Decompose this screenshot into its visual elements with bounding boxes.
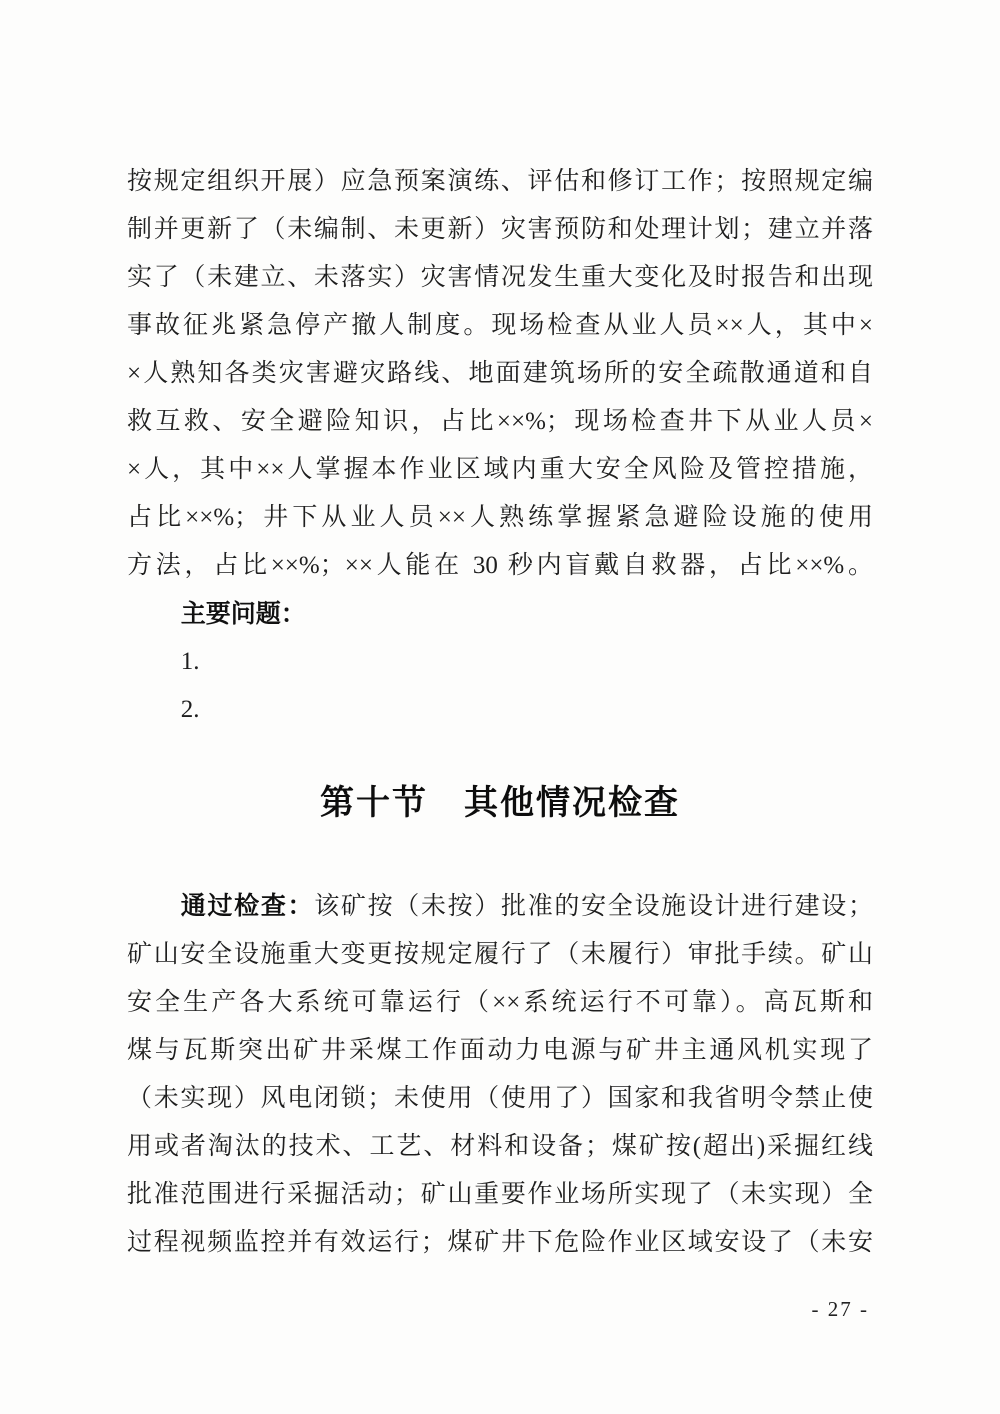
paragraph-line-text: 该矿按（未按）批准的安全设施设计进行建设； bbox=[314, 893, 873, 920]
paragraph-line: 实了（未建立、未落实）灾害情况发生重大变化及时报告和出现 bbox=[127, 264, 873, 291]
paragraph-line: 用或者淘汰的技术、工艺、材料和设备；煤矿按(超出)采掘红线 bbox=[127, 1133, 873, 1160]
paragraph-emergency-continuation bbox=[127, 158, 873, 590]
paragraph-line: 救互救、安全避险知识，占比××%；现场检查井下从业人员× bbox=[127, 408, 873, 435]
paragraph-line: 制并更新了（未编制、未更新）灾害预防和处理计划；建立并落 bbox=[127, 216, 873, 243]
problem-item-1: 1. bbox=[180, 648, 200, 675]
page-number: - 27 - bbox=[811, 1297, 869, 1321]
paragraph-line: 方法，占比××%；××人能在 30 秒内盲戴自救器，占比××%。 bbox=[127, 552, 873, 579]
paragraph-line: ×人，其中××人掌握本作业区域内重大安全风险及管控措施， bbox=[127, 456, 873, 483]
paragraph-line: 事故征兆紧急停产撤人制度。现场检查从业人员××人，其中× bbox=[127, 312, 873, 339]
paragraph-first-line bbox=[127, 882, 873, 931]
problem-item-2: 2. bbox=[180, 696, 200, 723]
paragraph-line: ×人熟知各类灾害避灾路线、地面建筑场所的安全疏散通道和自 bbox=[127, 360, 873, 387]
paragraph-line: 煤与瓦斯突出矿井采煤工作面动力电源与矿井主通风机实现了 bbox=[127, 1037, 873, 1064]
paragraph-line: 安全生产各大系统可靠运行（××系统运行不可靠）。高瓦斯和 bbox=[127, 989, 873, 1016]
paragraph-line: 批准范围进行采掘活动；矿山重要作业场所实现了（未实现）全 bbox=[127, 1181, 873, 1208]
main-problems-label: 主要问题： bbox=[180, 600, 306, 628]
section-heading: 第十节 其他情况检查 bbox=[320, 785, 680, 822]
paragraph-line: 过程视频监控并有效运行；煤矿井下危险作业区域安设了（未安 bbox=[127, 1229, 873, 1256]
paragraph-line: 占比××%；井下从业人员××人熟练掌握紧急避险设施的使用 bbox=[127, 504, 873, 531]
paragraph-line: 按规定组织开展）应急预案演练、评估和修订工作；按照规定编 bbox=[127, 168, 873, 195]
paragraph-line: （未实现）风电闭锁；未使用（使用了）国家和我省明令禁止使 bbox=[127, 1085, 873, 1112]
page-content bbox=[127, 158, 873, 1267]
inspection-lead-label: 通过检查： bbox=[180, 892, 315, 920]
paragraph-line: 矿山安全设施重大变更按规定履行了（未履行）审批手续。矿山 bbox=[127, 941, 873, 968]
paragraph-other-inspection bbox=[127, 882, 873, 1267]
